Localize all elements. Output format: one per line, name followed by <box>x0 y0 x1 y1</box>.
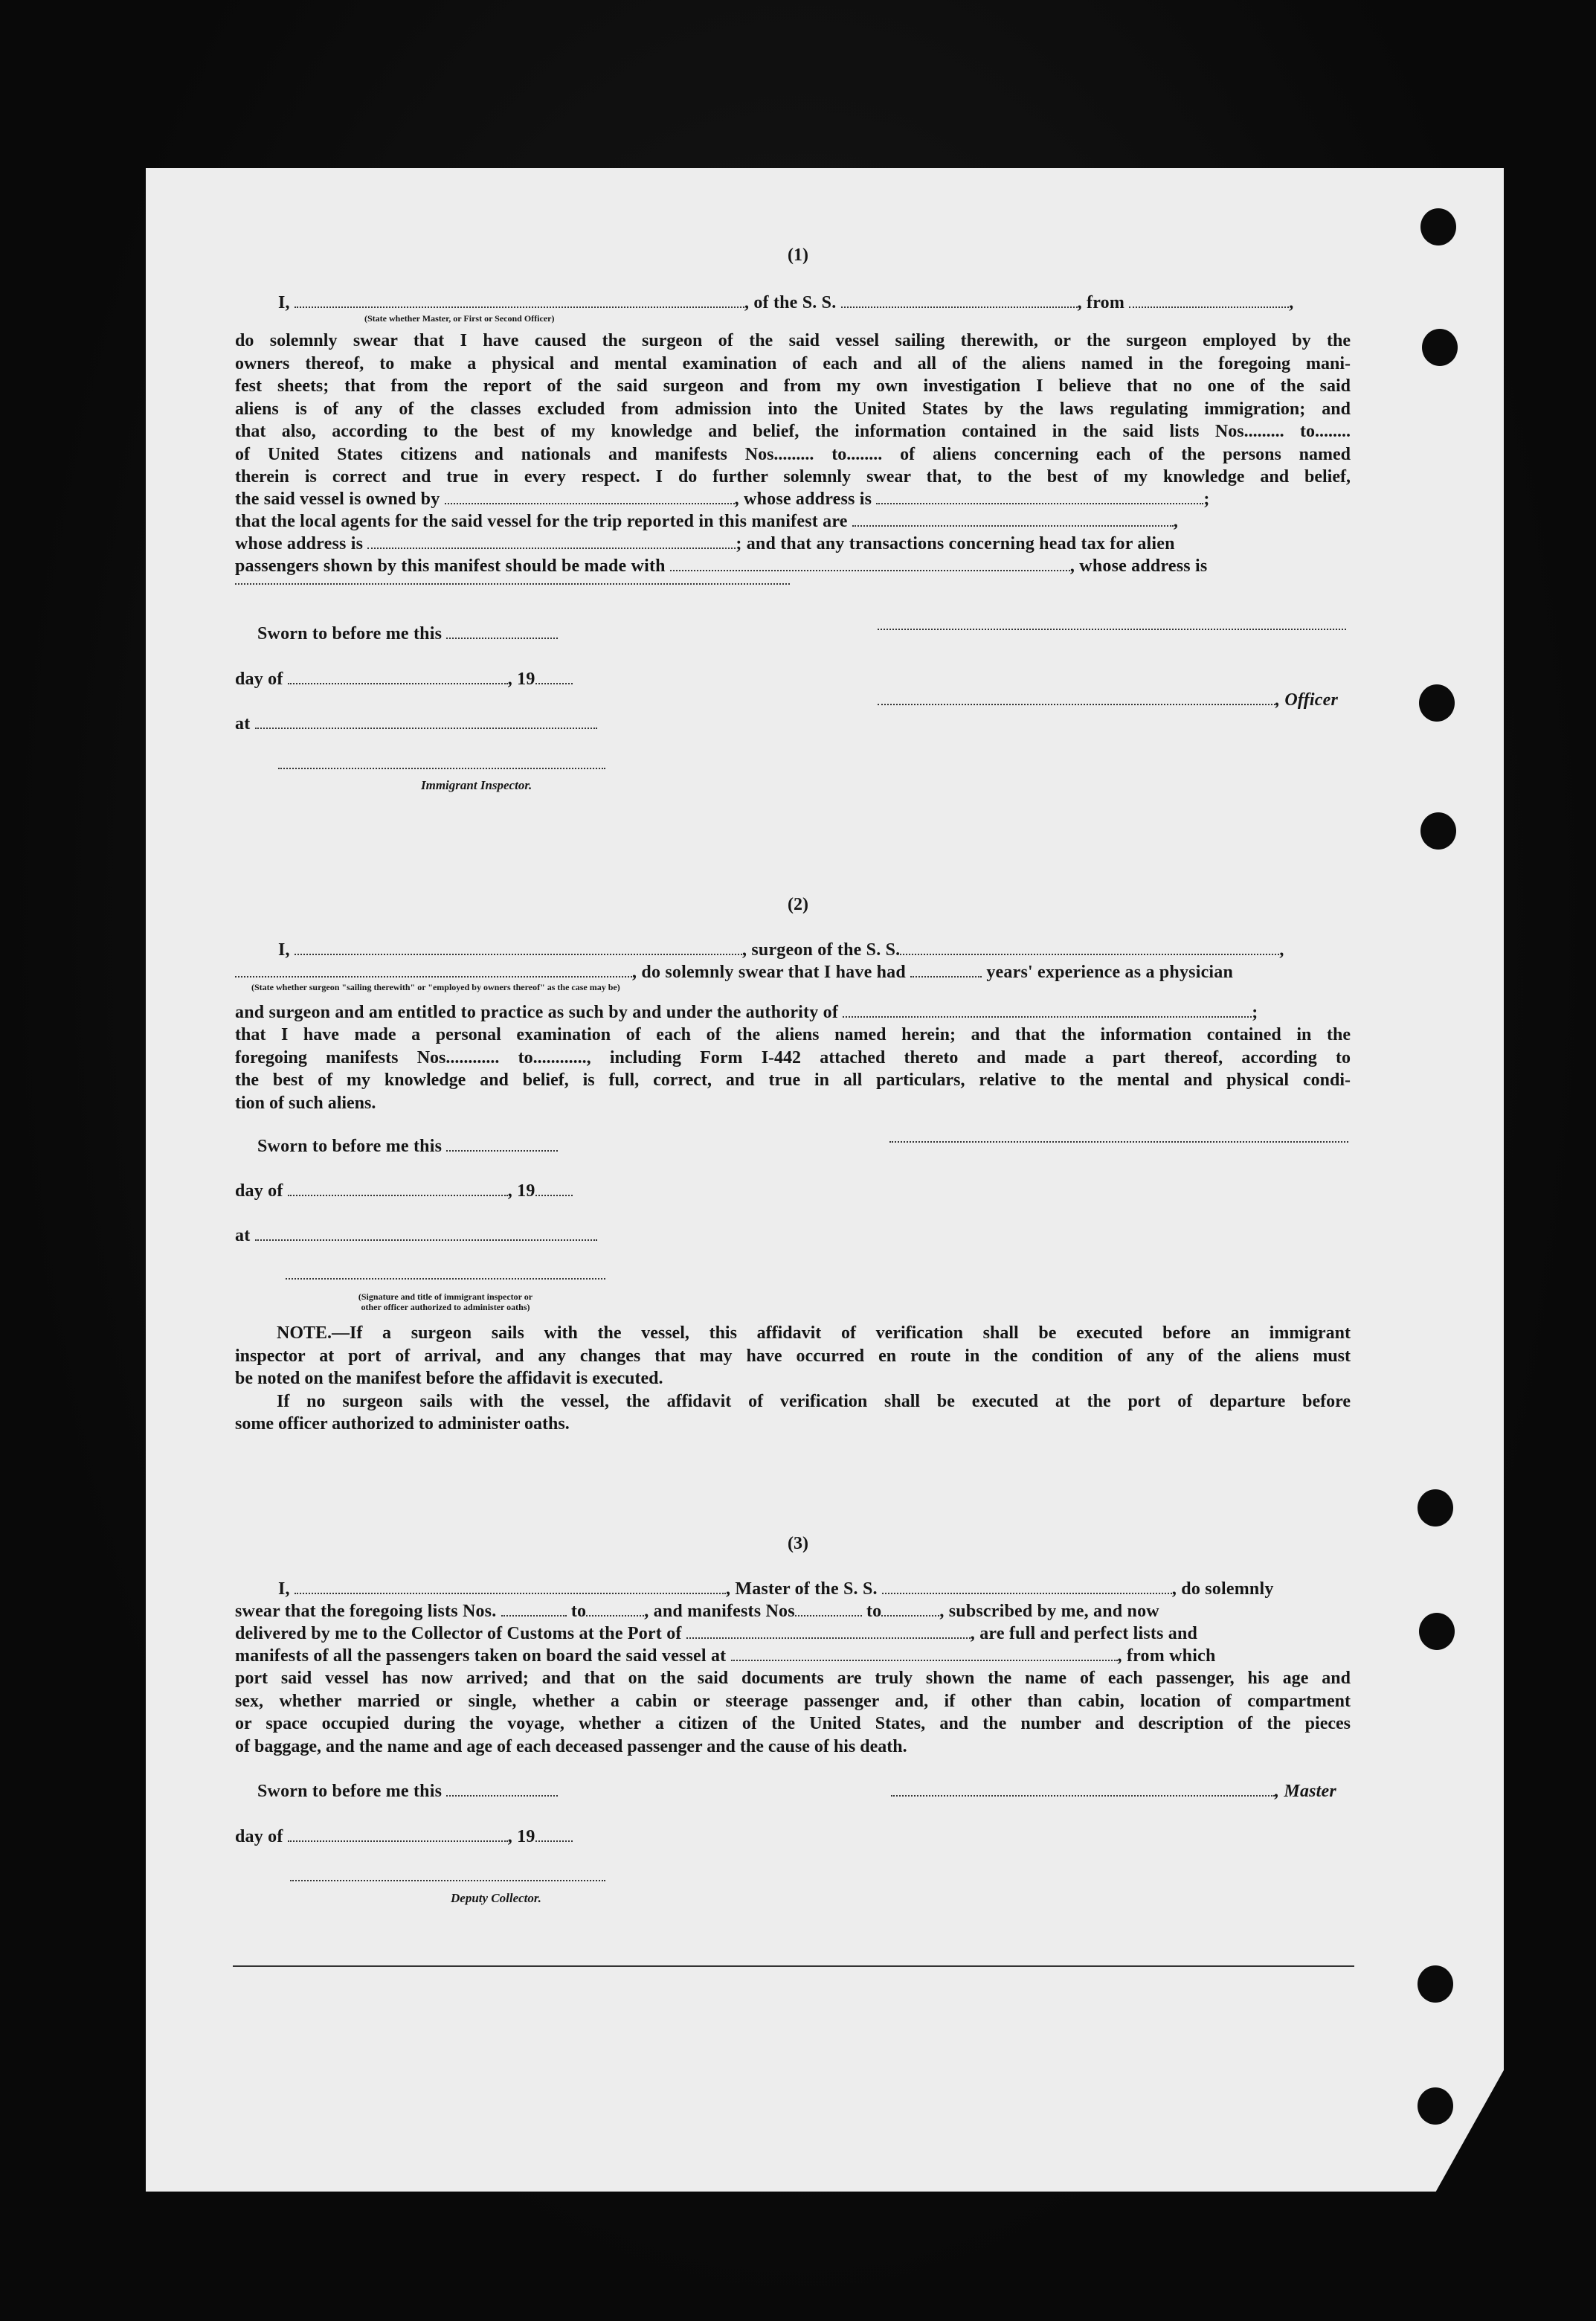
officer-label: , Officer <box>1275 690 1338 710</box>
text: , subscribed by me, and now <box>939 1602 1159 1621</box>
text: years' experience as a physician <box>986 963 1234 982</box>
blank-field-signature <box>878 629 1346 630</box>
text: to <box>570 1602 587 1621</box>
text: ; <box>1252 1003 1258 1022</box>
section-3-body-line: port said vessel has now arrived; and that on the said documents are truly shown the name of each passenger, his age and <box>235 1669 1351 1688</box>
text: , from <box>1077 293 1125 312</box>
section-1-body-line: fest sheets; that from the report of the said surgeon and from my own investigation I believe that no one of the said <box>235 376 1351 396</box>
text: Sworn to before me this <box>257 624 443 643</box>
section-1-body-line: therein is correct and true in every respect. I do further solemnly swear that, to the best of my knowledge and belief, <box>235 467 1351 487</box>
blank-field-ship-name <box>882 1579 1172 1594</box>
punch-hole <box>1419 1613 1455 1650</box>
text: , do solemnly swear that I have had <box>632 963 906 982</box>
text: delivered by me to the Collector of Customs at the Port of <box>235 1624 682 1643</box>
owned-by-line <box>235 488 1210 510</box>
section-3-line-2 <box>235 1600 1159 1622</box>
section-3-body-line: or space occupied during the voyage, whether a citizen of the United States, and the number and description of the pieces <box>235 1714 1351 1733</box>
section-2-number: (2) <box>788 895 808 914</box>
text: , from which <box>1117 1646 1216 1666</box>
note-line: NOTE.—If a surgeon sails with the vessel, this affidavit of verification shall be executed before an immigrant <box>277 1323 1351 1343</box>
blank-field-year <box>535 1181 573 1196</box>
text: swear that the foregoing lists Nos. <box>235 1602 497 1621</box>
section-3-line-1 <box>278 1578 1274 1600</box>
blank-field-port <box>686 1624 971 1639</box>
section-2-body-line: foregoing manifests Nos............ to............, including Form I-442 attached thereto and made a part thereof, according to <box>235 1047 1351 1068</box>
text: , and manifests Nos <box>644 1602 795 1621</box>
blank-field-master-signature <box>891 1782 1275 1797</box>
section-2-body-line: that I have made a personal examination of each of the aliens named herein; and that the information contained in the <box>235 1025 1351 1044</box>
text: day of <box>235 1827 283 1846</box>
blank-field-years <box>910 963 982 977</box>
blank-field-officer-signature <box>286 1278 605 1280</box>
text: , whose address is <box>1069 556 1208 576</box>
text: I, <box>278 293 290 312</box>
punch-hole <box>1420 208 1456 245</box>
at-line <box>235 713 597 735</box>
blank-field-place <box>255 1226 597 1241</box>
section-1-number: (1) <box>788 245 808 265</box>
practice-line <box>235 1001 1258 1024</box>
officer-signature-caption <box>286 1291 605 1312</box>
blank-field-manifest-from <box>795 1602 862 1617</box>
section-1-body-line: of United States citizens and nationals and manifests Nos......... to........ of aliens concerning each of the persons named <box>235 444 1351 464</box>
text: day of <box>235 1181 283 1201</box>
rank-caption: (State whether Master, or First or Second Officer) <box>364 313 555 324</box>
blank-field-month <box>288 1827 508 1842</box>
section-1-body-line: owners thereof, to make a physical and mental examination of each and all of the aliens named in the foregoing mani- <box>235 353 1351 373</box>
day-of-line <box>235 1180 573 1202</box>
punch-hole <box>1418 1965 1453 2003</box>
surgeon-status-caption: (State whether surgeon "sailing therewith" or "employed by owners thereof" as the case may be) <box>251 982 620 992</box>
deputy-collector-caption: Deputy Collector. <box>451 1891 541 1905</box>
blank-field-ship-name <box>900 940 1279 955</box>
at-line <box>235 1224 597 1247</box>
text: , of the S. S. <box>744 293 837 312</box>
blank-field-agent-address <box>367 534 736 549</box>
text: the said vessel is owned by <box>235 489 440 509</box>
section-2-body-last: tion of such aliens. <box>235 1093 376 1113</box>
punch-hole <box>1419 684 1455 722</box>
text: , <box>1173 512 1179 531</box>
punch-hole <box>1422 329 1458 366</box>
blank-field-owner <box>445 489 735 504</box>
text: passengers shown by this manifest should be made with <box>235 556 666 576</box>
blank-field-rank <box>295 293 744 308</box>
blank-field-officer <box>878 690 1275 705</box>
caption-line: (Signature and title of immigrant inspector or <box>358 1291 533 1302</box>
sworn-line <box>257 1135 558 1158</box>
blank-field-local-agents <box>852 512 1174 527</box>
section-1-line-1 <box>278 292 1293 314</box>
note-line-last: some officer authorized to administer oaths. <box>235 1414 570 1434</box>
caption-line: other officer authorized to administer oaths) <box>361 1302 530 1312</box>
local-agents-line <box>235 510 1178 533</box>
text: , are full and perfect lists and <box>970 1624 1198 1643</box>
note-line: If no surgeon sails with the vessel, the affidavit of verification shall be executed at the port of departure before <box>277 1391 1351 1411</box>
blank-field-collector-signature <box>290 1880 605 1881</box>
text: , 19 <box>507 1827 535 1846</box>
text: ; and that any transactions concerning head tax for alien <box>736 534 1175 553</box>
text: to <box>866 1602 882 1621</box>
master-label: , Master <box>1275 1782 1336 1801</box>
blank-field-surgeon-name <box>295 940 742 955</box>
punch-hole <box>1418 2087 1453 2125</box>
blank-field-sworn-date <box>446 1137 558 1152</box>
blank-field-sworn-date <box>446 1782 558 1797</box>
head-tax-line <box>235 555 1207 577</box>
text: , <box>1279 940 1284 960</box>
text: I, <box>278 940 290 960</box>
text: , Master of the S. S. <box>725 1579 878 1599</box>
text: Sworn to before me this <box>257 1782 443 1801</box>
section-3-line-4 <box>235 1645 1216 1667</box>
blank-field-list-to <box>586 1602 644 1617</box>
section-3-number: (3) <box>788 1534 808 1553</box>
blank-field-ship-name <box>841 293 1078 308</box>
blank-field-place <box>255 714 597 729</box>
text: ; <box>1203 489 1210 509</box>
blank-field-month <box>288 670 508 684</box>
text: , whose address is <box>734 489 872 509</box>
section-2-line-2 <box>235 961 1233 983</box>
day-of-line <box>235 668 573 690</box>
blank-field-inspector-signature <box>278 768 605 769</box>
bottom-rule <box>233 1965 1354 1967</box>
blank-field-surgeon-status <box>235 963 632 977</box>
text: I, <box>278 1579 290 1599</box>
section-2-body-line: the best of my knowledge and belief, is full, correct, and true in all particulars, relative to the mental and physical condi- <box>235 1070 1351 1090</box>
agent-address-line <box>235 533 1175 555</box>
punch-hole <box>1420 812 1456 850</box>
section-3-line-3 <box>235 1622 1197 1645</box>
text: , 19 <box>507 670 535 689</box>
text: whose address is <box>235 534 364 553</box>
text: , surgeon of the S. S. <box>741 940 901 960</box>
blank-field-master-name <box>295 1579 726 1594</box>
section-2-line-1 <box>278 939 1284 961</box>
inspector-caption: Immigrant Inspector. <box>421 778 532 792</box>
blank-field-year <box>535 670 573 684</box>
day-of-line <box>235 1826 573 1848</box>
blank-field-from-port <box>1129 293 1289 308</box>
blank-field-year <box>535 1827 573 1842</box>
section-3-body-last: of baggage, and the name and age of each deceased passenger and the cause of his death. <box>235 1736 907 1756</box>
note-line-last: be noted on the manifest before the affidavit is executed. <box>235 1369 663 1388</box>
blank-field-month <box>288 1181 508 1196</box>
text: Sworn to before me this <box>257 1137 443 1156</box>
blank-field-head-tax-address <box>235 583 790 585</box>
sworn-line <box>257 623 558 645</box>
text: , <box>1289 293 1294 312</box>
section-3-body-line: sex, whether married or single, whether a cabin or steerage passenger and, if other than cabin, location of compartment <box>235 1691 1351 1711</box>
note-line: inspector at port of arrival, and any changes that may have occurred en route in the condition of any of the aliens must <box>235 1346 1351 1366</box>
section-1-body-line: aliens is of any of the classes excluded from admission into the United States by the laws regulating immigration; and <box>235 399 1351 419</box>
blank-field-list-from <box>501 1602 567 1617</box>
master-signature-line <box>891 1780 1336 1802</box>
text: , 19 <box>507 1181 535 1201</box>
blank-field-boarding-port <box>731 1646 1118 1661</box>
text: manifests of all the passengers taken on board the said vessel at <box>235 1646 727 1666</box>
text: that the local agents for the said vessel for the trip reported in this manifest are <box>235 512 848 531</box>
blank-field-head-tax-party <box>670 556 1070 571</box>
officer-line <box>878 689 1338 711</box>
blank-field-sworn-date <box>446 624 558 639</box>
text: at <box>235 1226 251 1245</box>
text: , do solemnly <box>1171 1579 1274 1599</box>
text: at <box>235 714 251 733</box>
blank-field-owner-address <box>876 489 1203 504</box>
text: and surgeon and am entitled to practice as such by and under the authority of <box>235 1003 839 1022</box>
section-1-body-line: that also, according to the best of my knowledge and belief, the information contained in the said lists Nos......... to........ <box>235 422 1351 441</box>
text: day of <box>235 670 283 689</box>
section-1-body-line: do solemnly swear that I have caused the surgeon of the said vessel sailing therewith, or the surgeon employed by the <box>235 331 1351 350</box>
blank-field-authority <box>843 1003 1252 1018</box>
sworn-line <box>257 1780 558 1802</box>
blank-field-manifest-to <box>881 1602 939 1617</box>
punch-hole <box>1418 1489 1453 1527</box>
blank-field-surgeon-signature <box>889 1141 1348 1143</box>
